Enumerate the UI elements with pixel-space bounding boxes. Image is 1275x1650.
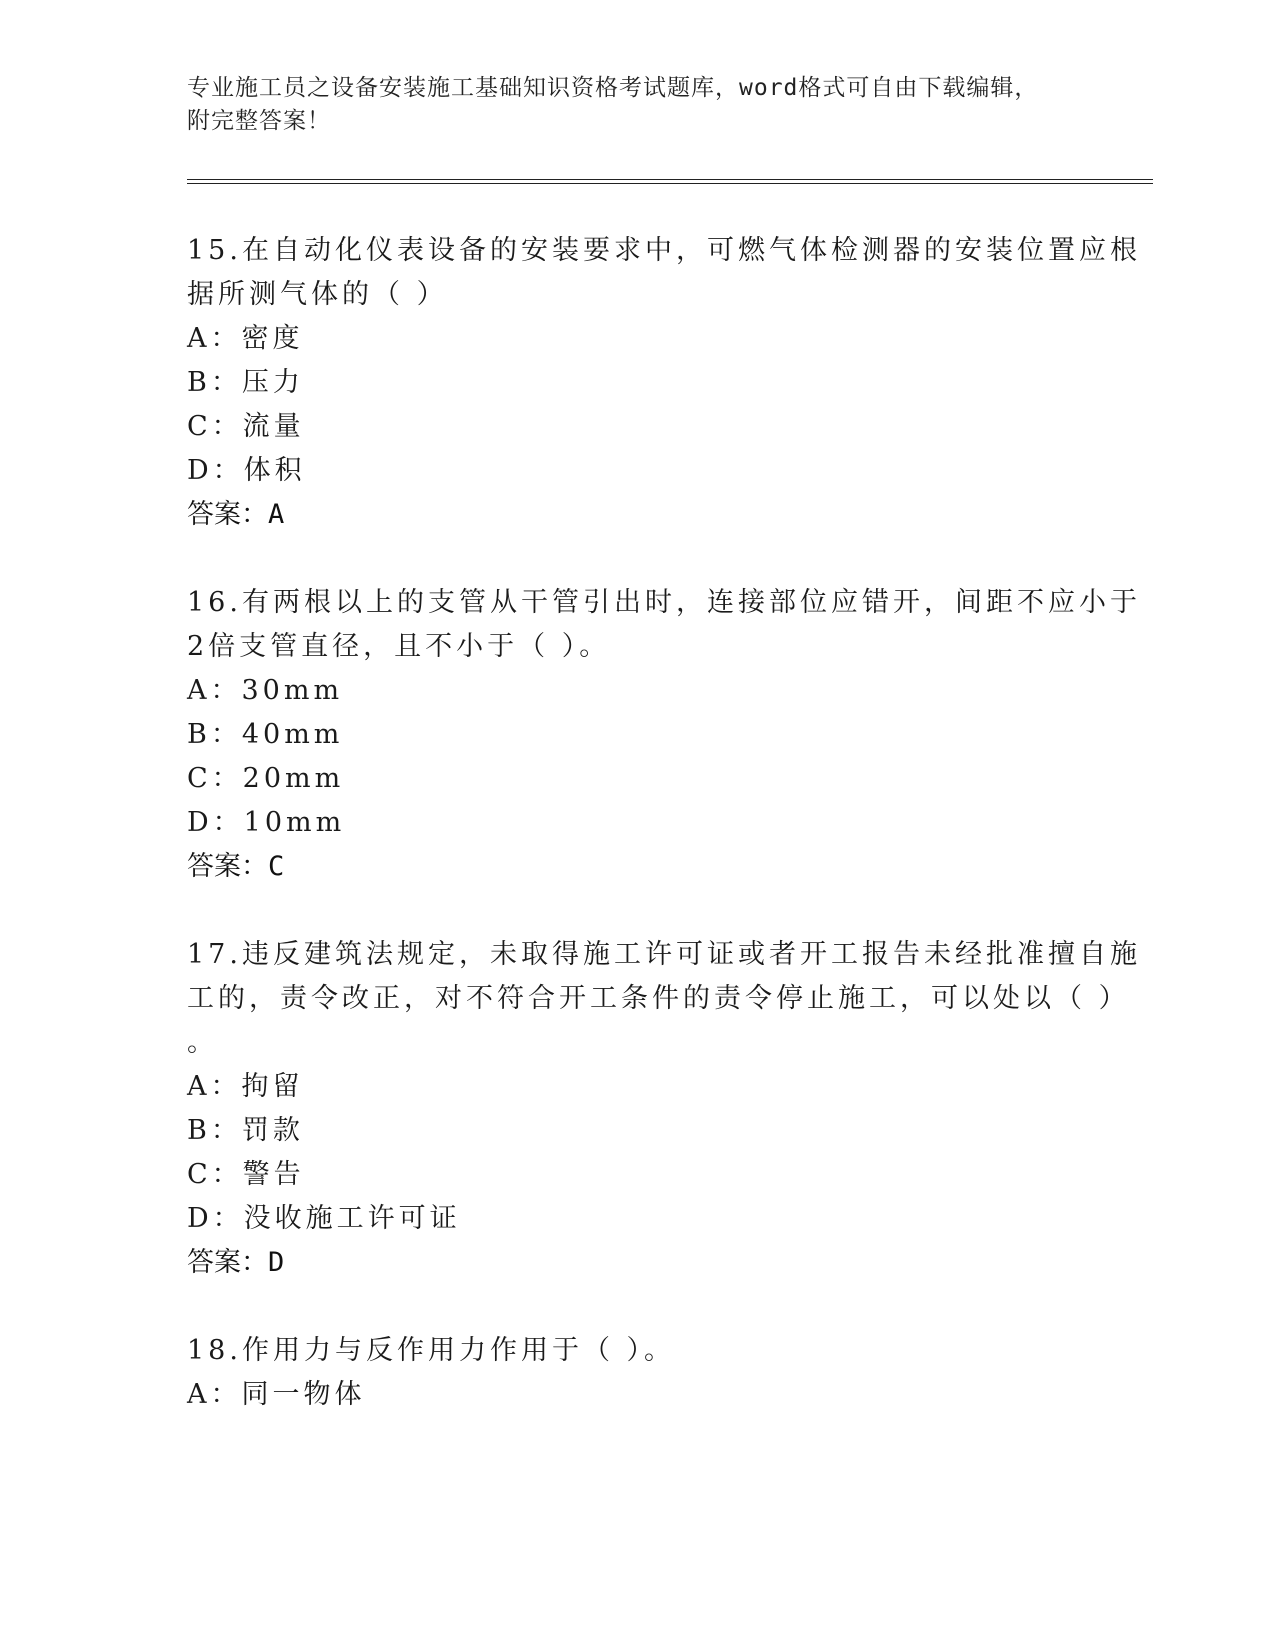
question-16-option-d: D：10mm bbox=[187, 807, 346, 838]
answer-label: 答案： bbox=[187, 499, 268, 530]
question-15-text-line-2: 据所测气体的（ ） bbox=[187, 279, 448, 310]
question-18-text-line-1: 18.作用力与反作用力作用于（ ）。 bbox=[187, 1335, 676, 1366]
question-17-option-d: D：没收施工许可证 bbox=[187, 1203, 461, 1234]
question-16-text-line-1: 16.有两根以上的支管从干管引出时，连接部位应错开，间距不应小于 bbox=[187, 587, 1141, 618]
question-18-option-a: A：同一物体 bbox=[187, 1379, 366, 1410]
question-15-answer bbox=[187, 492, 284, 531]
question-15-option-a: A：密度 bbox=[187, 323, 304, 354]
question-15-option-c: C：流量 bbox=[187, 411, 305, 442]
header-divider-bottom bbox=[187, 183, 1153, 184]
answer-label: 答案： bbox=[187, 851, 268, 882]
question-15-text-line-1: 15.在自动化仪表设备的安装要求中，可燃气体检测器的安装位置应根 bbox=[187, 235, 1141, 266]
header-line-1: 专业施工员之设备安装施工基础知识资格考试题库，word格式可自由下载编辑， bbox=[187, 75, 1039, 101]
question-16-option-c: C：20mm bbox=[187, 763, 345, 794]
question-17-text-line-3: 。 bbox=[187, 1027, 218, 1058]
question-17-text-line-2: 工的，责令改正，对不符合开工条件的责令停止施工，可以处以（ ） bbox=[187, 983, 1130, 1014]
answer-value: A bbox=[268, 499, 285, 530]
question-15-option-b: B：压力 bbox=[187, 367, 304, 398]
answer-label: 答案： bbox=[187, 1247, 268, 1278]
question-16-answer bbox=[187, 844, 284, 883]
question-17-answer bbox=[187, 1240, 284, 1279]
answer-value: C bbox=[268, 851, 285, 882]
question-17-option-a: A：拘留 bbox=[187, 1071, 304, 1102]
question-15-option-d: D：体积 bbox=[187, 455, 306, 486]
question-16-option-a: A：30mm bbox=[187, 675, 344, 706]
question-16-text-line-2: 2倍支管直径，且不小于（ ）。 bbox=[187, 631, 611, 662]
header-divider-top bbox=[187, 179, 1153, 180]
question-17-option-b: B：罚款 bbox=[187, 1115, 304, 1146]
question-16-option-b: B：40mm bbox=[187, 719, 344, 750]
answer-value: D bbox=[268, 1247, 285, 1278]
question-17-option-c: C：警告 bbox=[187, 1159, 305, 1190]
question-17-text-line-1: 17.违反建筑法规定，未取得施工许可证或者开工报告未经批准擅自施 bbox=[187, 939, 1141, 970]
document-header bbox=[187, 72, 1067, 138]
header-line-2: 附完整答案！ bbox=[187, 108, 331, 134]
